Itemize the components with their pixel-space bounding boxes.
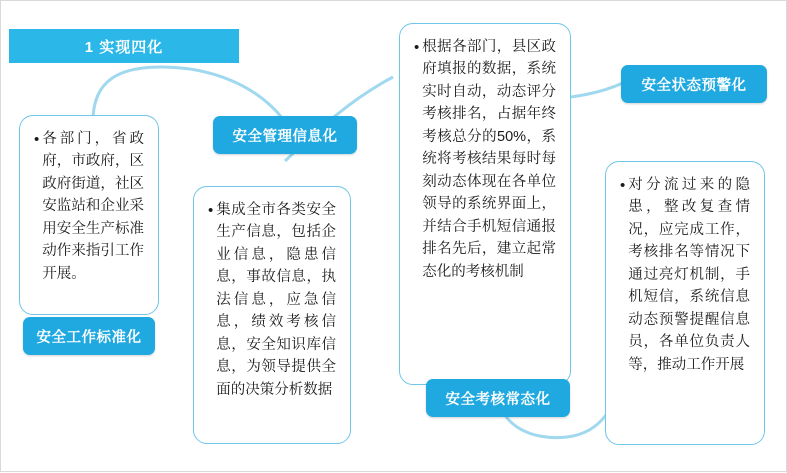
card-standardization [19,115,159,315]
card-text: 各部门，省政府，市政府，区政府街道，社区安监站和企业采用安全生产标准动作来指引工作开展。 [42,131,144,282]
bullet-icon: • [34,131,40,148]
page-title: 1 实现四化 [9,29,239,63]
card-informatization [193,186,351,444]
chip-assessment[interactable]: 安全考核常态化 [426,379,570,417]
chip-early-warning[interactable]: 安全状态预警化 [621,65,767,103]
card-text: 集成全市各类安全生产信息，包括企业信息，隐患信息，事故信息，执法信息，应急信息，绩效考核信息，安全知识库信息，为领导提供全面的决策分析数据 [216,202,336,398]
chip-standardization[interactable]: 安全工作标准化 [23,317,155,355]
card-assessment [399,23,571,385]
card-text: 根据各部门，县区政府填报的数据，系统实时自动，动态评分考核排名，占据年终考核总分的50%，系统将考核结果每时每刻动态体现在各单位领导的系统界面上，并结合手机短信通报排名先后，建立起常态化的考核机制 [422,39,556,280]
bullet-icon: • [414,39,420,56]
bullet-icon: • [620,177,626,194]
card-early-warning [605,161,765,445]
card-text: 对分流过来的隐患，整改复查情况，应完成工作，考核排名等情况下通过亮灯机制，手机短信，系统信息动态预警提醒信息员，各单位负责人等，推动工作开展 [628,177,750,373]
bullet-icon: • [208,202,214,219]
chip-informatization[interactable]: 安全管理信息化 [213,116,357,154]
